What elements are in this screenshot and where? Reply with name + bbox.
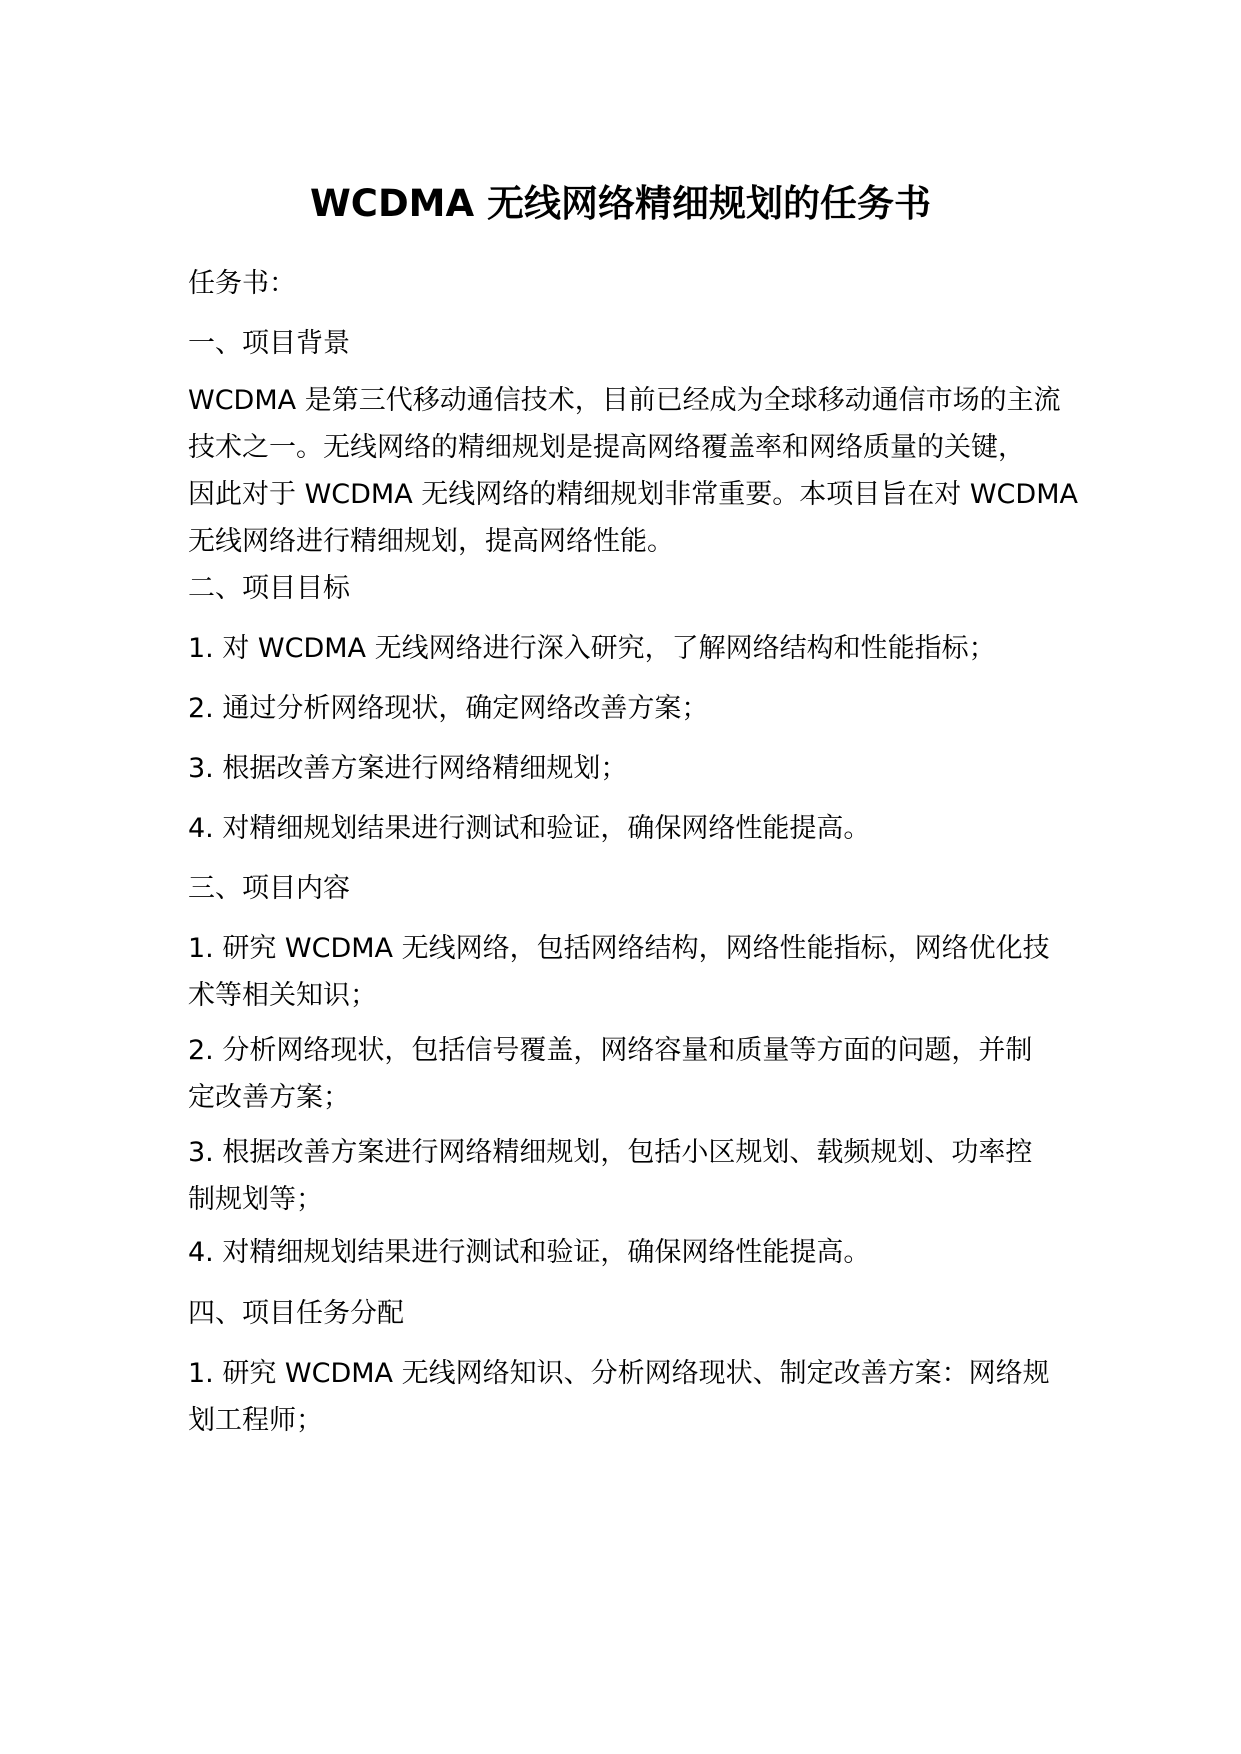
paragraph-background [188, 377, 1078, 565]
list-item [188, 1027, 1068, 1121]
list-item [188, 925, 1068, 1019]
text-line: 术等相关知识； [188, 980, 377, 1011]
text-line: 二、项目目标 [188, 573, 350, 604]
list-item [188, 625, 1068, 672]
heading-project-background [188, 320, 1068, 367]
text-line: 3. 根据改善方案进行网络精细规划； [188, 753, 628, 784]
text-line: 制规划等； [188, 1184, 323, 1215]
text-line: 技术之一。无线网络的精细规划是提高网络覆盖率和网络质量的关键， [188, 432, 1025, 463]
text-line: 2. 分析网络现状，包括信号覆盖，网络容量和质量等方面的问题，并制 [188, 1035, 1033, 1066]
text-line: 4. 对精细规划结果进行测试和验证，确保网络性能提高。 [188, 813, 871, 844]
list-item [188, 685, 1068, 732]
text-line: 3. 根据改善方案进行网络精细规划，包括小区规划、载频规划、功率控 [188, 1137, 1033, 1168]
text-line: WCDMA 是第三代移动通信技术，目前已经成为全球移动通信市场的主流 [188, 385, 1061, 416]
text-line: 1. 对 WCDMA 无线网络进行深入研究，了解网络结构和性能指标； [188, 633, 996, 664]
heading-project-content [188, 865, 1068, 912]
list-item [188, 805, 1068, 852]
list-item [188, 1229, 1068, 1276]
list-item [188, 1129, 1068, 1223]
text-line: 定改善方案； [188, 1082, 350, 1113]
document-title: WCDMA 无线网络精细规划的任务书 [309, 182, 931, 225]
text-line: 划工程师； [188, 1405, 323, 1436]
text-line: 2. 通过分析网络现状，确定网络改善方案； [188, 693, 709, 724]
text-line: 1. 研究 WCDMA 无线网络知识、分析网络现状、制定改善方案：网络规 [188, 1358, 1050, 1389]
text-line: 三、项目内容 [188, 873, 350, 904]
text-line: 四、项目任务分配 [188, 1298, 404, 1329]
text-line: 1. 研究 WCDMA 无线网络，包括网络结构，网络性能指标，网络优化技 [188, 933, 1050, 964]
text-line: 因此对于 WCDMA 无线网络的精细规划非常重要。本项目旨在对 WCDMA [188, 479, 1078, 510]
list-item [188, 745, 1068, 792]
text-line: 4. 对精细规划结果进行测试和验证，确保网络性能提高。 [188, 1237, 871, 1268]
list-item [188, 1350, 1068, 1444]
text-line: 任务书： [188, 268, 296, 299]
heading-task-assignment [188, 1290, 1068, 1337]
label-task-book [188, 260, 1068, 307]
heading-project-goals [188, 565, 1068, 612]
text-line: 无线网络进行精细规划，提高网络性能。 [188, 526, 674, 557]
text-line: 一、项目背景 [188, 328, 350, 359]
